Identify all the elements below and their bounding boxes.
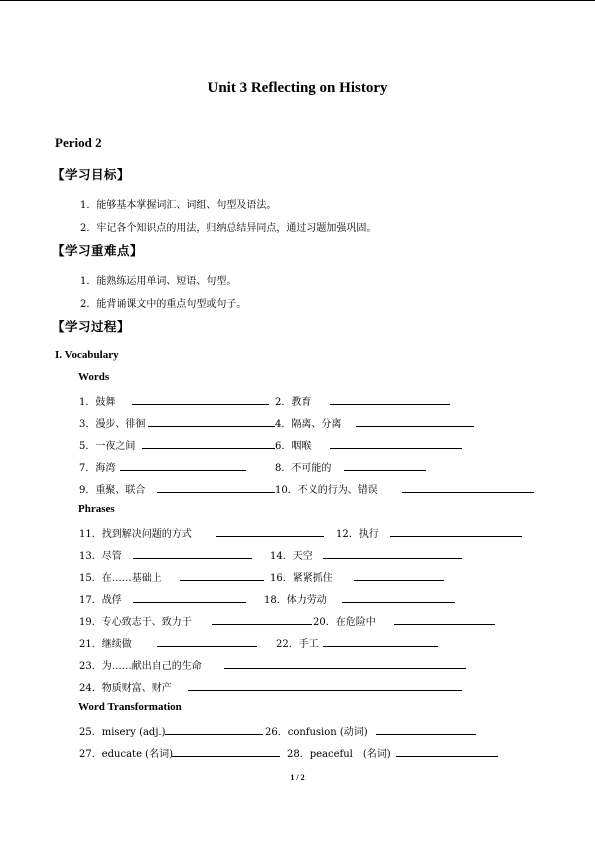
answer-blank[interactable]: [157, 492, 275, 493]
word-transformation-label: Word Transformation: [78, 701, 182, 713]
answer-blank[interactable]: [212, 624, 312, 625]
vocab-item: 7．海湾: [79, 463, 116, 474]
answer-blank[interactable]: [165, 734, 263, 735]
vocab-item: 16．紧紧抓住: [270, 573, 333, 584]
document-title: Unit 3 Reflecting on History: [207, 80, 388, 96]
vocab-item: 19．专心致志于、致力于: [79, 617, 192, 628]
vocab-item: 4．隔离、分离: [275, 419, 342, 430]
vocab-item: 3．漫步、徘徊: [79, 419, 146, 430]
vocab-item: 10．不义的行为、错误: [275, 485, 378, 496]
section-heading-key-points: 【学习重难点】: [52, 243, 144, 258]
answer-blank[interactable]: [323, 558, 462, 559]
vocab-item: 6．咽喉: [275, 441, 312, 452]
answer-blank[interactable]: [396, 756, 498, 757]
answer-blank[interactable]: [390, 536, 522, 537]
vocab-item: 13．尽管: [79, 551, 122, 562]
answer-blank[interactable]: [394, 624, 495, 625]
vocab-item: 5．一夜之间: [79, 441, 136, 452]
goal-item: 1．能够基本掌握词汇、词组、句型及语法。: [80, 200, 277, 211]
page-top-border: [0, 0, 595, 1]
answer-blank[interactable]: [376, 734, 476, 735]
answer-blank[interactable]: [133, 602, 246, 603]
words-label: Words: [78, 371, 110, 383]
answer-blank[interactable]: [172, 756, 280, 757]
answer-blank[interactable]: [356, 426, 474, 427]
vocab-item: 22．手工: [276, 639, 319, 650]
answer-blank[interactable]: [148, 426, 275, 427]
vocab-item: 23．为……献出自己的生命: [79, 661, 202, 672]
vocab-item: 27．educate (名词): [79, 749, 173, 760]
answer-blank[interactable]: [180, 580, 264, 581]
answer-blank[interactable]: [216, 536, 324, 537]
vocab-item: 21．继续做: [79, 639, 132, 650]
answer-blank[interactable]: [330, 448, 462, 449]
key-point-item: 2．能背诵课文中的重点句型或句子。: [80, 299, 247, 310]
period-label: Period 2: [55, 135, 102, 150]
vocab-item: 14．天空: [270, 551, 313, 562]
section-heading-goals: 【学习目标】: [52, 167, 131, 182]
vocab-item: 12．执行: [336, 529, 379, 540]
answer-blank[interactable]: [224, 668, 466, 669]
answer-blank[interactable]: [188, 690, 462, 691]
vocab-item: 11．找到解决问题的方式: [79, 529, 192, 540]
answer-blank[interactable]: [330, 404, 450, 405]
goal-item: 2．牢记各个知识点的用法，归纳总结异同点，通过习题加强巩固。: [80, 223, 377, 234]
answer-blank[interactable]: [133, 558, 252, 559]
vocab-item: 26．confusion (动词): [265, 727, 368, 738]
phrases-label: Phrases: [78, 503, 115, 515]
answer-blank[interactable]: [120, 470, 246, 471]
answer-blank[interactable]: [132, 404, 269, 405]
vocabulary-heading: I. Vocabulary: [55, 349, 119, 361]
vocab-item: 28．peaceful (名词): [287, 749, 391, 760]
vocab-item: 25．misery (adj.): [79, 727, 166, 738]
answer-blank[interactable]: [323, 646, 438, 647]
vocab-item: 18．体力劳动: [264, 595, 327, 606]
section-heading-process: 【学习过程】: [52, 319, 131, 334]
vocab-item: 24．物质财富、财产: [79, 683, 172, 694]
vocab-item: 8．不可能的: [275, 463, 332, 474]
vocab-item: 1．鼓舞: [79, 397, 116, 408]
answer-blank[interactable]: [157, 646, 257, 647]
answer-blank[interactable]: [344, 470, 426, 471]
answer-blank[interactable]: [342, 602, 455, 603]
vocab-item: 20．在危险中: [313, 617, 376, 628]
answer-blank[interactable]: [402, 492, 534, 493]
vocab-item: 2．教育: [275, 397, 312, 408]
answer-blank[interactable]: [354, 580, 444, 581]
answer-blank[interactable]: [142, 448, 275, 449]
vocab-item: 17．战俘: [79, 595, 122, 606]
page-number: 1 / 2: [290, 773, 305, 782]
vocab-item: 9．重聚、联合: [79, 485, 146, 496]
key-point-item: 1．能熟练运用单词、短语、句型。: [80, 276, 237, 287]
vocab-item: 15．在……基础上: [79, 573, 162, 584]
